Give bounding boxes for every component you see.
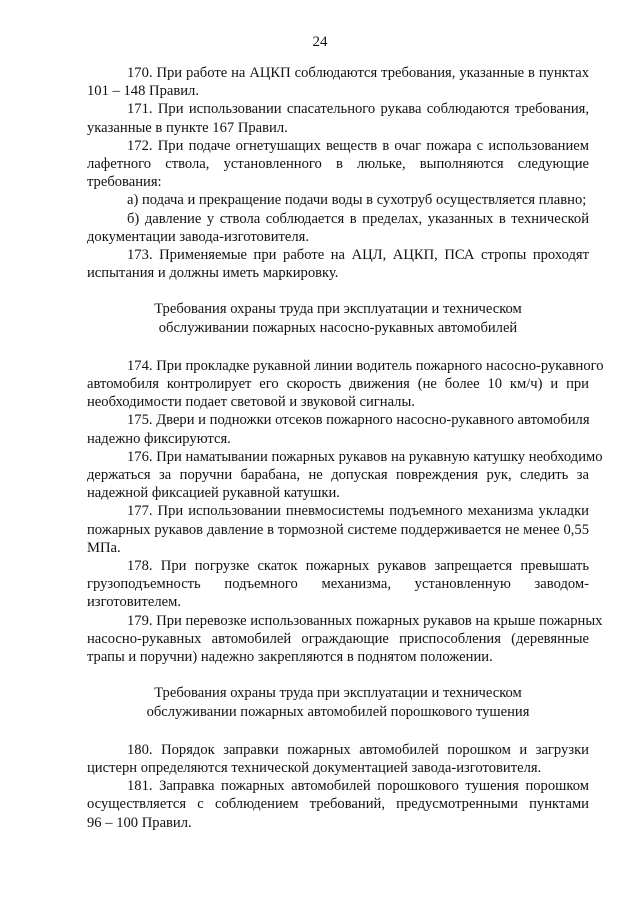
text-line: держаться за поручни барабана, не допуская повреждения рук, следить за — [87, 467, 589, 484]
section-heading — [87, 300, 589, 336]
text-line: осуществляется с соблюдением требований, предусмотренными пунктами — [87, 796, 589, 813]
text-line: цистерн определяются технической документацией завода-изготовителя. — [87, 759, 542, 776]
text-line: 170. При работе на АЦКП соблюдаются требования, указанные в пунктах — [127, 65, 589, 81]
text-line: 174. При прокладке рукавной линии водитель пожарного насосно-рукавного — [127, 357, 604, 374]
text-line: грузоподъемность подъемного механизма, установленную заводом- — [87, 576, 589, 593]
section-heading — [87, 684, 589, 720]
paragraph — [87, 357, 604, 412]
text-line: необходимости подает световой и звуковой сигналы. — [87, 394, 415, 411]
text-line: указанные в пункте 167 Правил. — [87, 119, 288, 136]
text-line: насосно-рукавных автомобилей ограждающие приспособления (деревянные — [87, 630, 589, 647]
text-line: 171. При использовании спасательного рукава соблюдаются требования, — [127, 101, 589, 118]
paragraph — [87, 64, 589, 100]
heading-line: обслуживании пожарных автомобилей порошкового тушения — [146, 703, 530, 720]
heading-line: обслуживании пожарных насосно-рукавных автомобилей — [158, 319, 518, 336]
text-line: пожарных рукавов давление в тормозной системе поддерживается не менее 0,55 — [87, 521, 589, 538]
text-line: 173. Применяемые при работе на АЦЛ, АЦКП, ПСА стропы проходят — [127, 247, 589, 264]
text-line: надежно фиксируются. — [87, 430, 231, 447]
text-line: испытания и должны иметь маркировку. — [87, 265, 339, 282]
document-body — [87, 64, 604, 832]
paragraph — [87, 411, 589, 447]
paragraph — [87, 210, 589, 246]
text-line: 96 – 100 Правил. — [87, 814, 192, 831]
text-line: 178. При погрузке скаток пожарных рукавов запрещается превышать — [127, 558, 589, 575]
text-line: 175. Двери и подножки отсеков пожарного насосно-рукавного автомобиля — [127, 412, 590, 429]
text-line: б) давление у ствола соблюдается в пределах, указанных в технической — [127, 210, 589, 227]
paragraph — [87, 137, 589, 192]
text-line: 180. Порядок заправки пожарных автомобилей порошком и загрузки — [127, 741, 589, 758]
paragraph — [87, 557, 589, 612]
heading-line: Требования охраны труда при эксплуатации и техническом — [154, 301, 522, 318]
text-line: изготовителем. — [87, 594, 181, 611]
text-line: автомобиля контролирует его скорость движения (не более 10 км/ч) и при — [87, 376, 589, 393]
text-line: документации завода-изготовителя. — [87, 228, 309, 245]
paragraph — [87, 741, 589, 777]
text-line: требования: — [87, 174, 162, 191]
paragraph — [87, 191, 589, 209]
heading-line: Требования охраны труда при эксплуатации и техническом — [154, 685, 522, 702]
text-line: 177. При использовании пневмосистемы подъемного механизма укладки — [127, 503, 589, 520]
text-line: трапы и поручни) надежно закрепляются в поднятом положении. — [87, 649, 493, 666]
paragraph — [87, 246, 589, 282]
page-number: 24 — [312, 34, 328, 50]
text-line: 181. Заправка пожарных автомобилей порошкового тушения порошком — [127, 778, 589, 795]
paragraph — [87, 502, 589, 557]
text-line: 179. При перевозке использованных пожарных рукавов на крыше пожарных — [127, 612, 603, 629]
paragraph — [87, 777, 589, 832]
paragraph — [87, 448, 603, 503]
text-line: надежной фиксацией рукавной катушки. — [87, 485, 340, 502]
text-line: МПа. — [87, 539, 121, 556]
text-line: а) подача и прекращение подачи воды в сухотруб осуществляется плавно; — [127, 192, 587, 209]
paragraph — [87, 100, 589, 136]
paragraph — [87, 612, 603, 667]
text-line: 176. При наматывании пожарных рукавов на рукавную катушку необходимо — [127, 448, 603, 465]
text-line: 172. При подаче огнетушащих веществ в очаг пожара с использованием — [127, 137, 589, 154]
text-line: 101 – 148 Правил. — [87, 83, 199, 100]
text-line: лафетного ствола, установленного в люльке, выполняются следующие — [87, 156, 589, 173]
